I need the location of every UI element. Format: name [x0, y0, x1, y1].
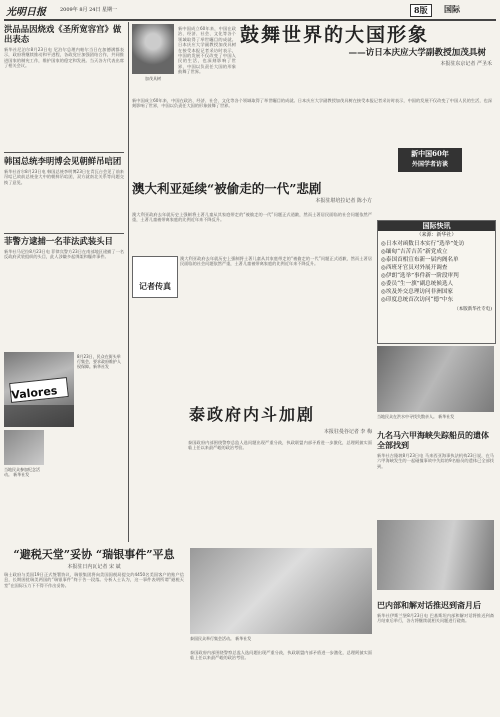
news-photo — [4, 430, 44, 465]
reporter-badge-label: 记者传真 — [139, 281, 171, 291]
section-name: 国际 — [444, 4, 460, 14]
article-title: 菲警方逮捕一名菲法武装头目 — [4, 236, 113, 246]
reporter-badge — [132, 256, 178, 298]
feature-title: 鼓舞世界的大国形象 — [240, 24, 430, 46]
article-title: “避税天堂”妥协 “瑞银事件”平息 — [13, 548, 175, 561]
article-body: 泰国政府内部围绕警察总监人选问题出现严重分歧，执政联盟内部矛盾进一步激化，总理阿披实面临上任以来最严峻的政治考验。 — [188, 440, 372, 451]
feature-body: 新中国成立60年来，中国在政治、经济、社会、文化等各个领域取得了举世瞩目的成就。日本庆应大学副教授加茂具树在接受本报记者采访时表示，中国的发展不仅改变了中国人民的生活，也深刻影响了世界，中国以负责任大国的形象鼓舞了世界。 — [132, 98, 492, 109]
divider — [4, 233, 124, 234]
protest-sign — [9, 377, 69, 403]
intl-news-item: ◎泰国首相宣布新一届内阁名单 — [381, 257, 459, 263]
article-title: 洪品品因烧戏《圣所宽容宫》做出表态 — [4, 24, 122, 44]
intl-news-item: ◎西班牙官员对外展开调查 — [381, 265, 448, 271]
article-byline: 本报驻堪培拉记者 陈小方 — [315, 198, 372, 204]
article-body: 新华社吉隆坡8月23日电 马来西亚海事执法机构23日说，在马六甲海峡发生的一起碰撞事故中失踪的9名船员的遗体已全部找到。 — [377, 453, 494, 469]
article-title: 泰政府内斗加剧 — [188, 405, 315, 424]
article-body: 新华社尼泊尔8月23日电 尼泊尔总理内帕尔当日在加德满都表示，政府将继续推动和平进程，各政党应加强团结合作，共同推进国家的制宪工作，维护国家的稳定和发展。当天各方代表出席了相关会议。 — [4, 47, 124, 69]
issue-date: 2009年 8月 24日 星期一 — [60, 7, 118, 13]
intl-news-item: ◎印度总统首次访问“德”中东 — [381, 297, 454, 303]
intl-news-item: ◎缅甸“吉苦吉苦”新党成立 — [381, 249, 448, 255]
article-body: 新华社伊斯兰堡8月23日电 巴基斯坦内部和解对话将推迟到斋月结束后举行，各方将继续就相关问题进行磋商。 — [377, 613, 494, 624]
article-philippines — [4, 236, 124, 359]
rally-photo — [190, 548, 372, 634]
intl-news-item: ◎伊朗“选举”事件新一阶段审判 — [381, 273, 459, 279]
photo-caption: 当地民众在洪水中寻找失散亲人。 新华社发 — [377, 414, 455, 419]
crowd-photo — [377, 520, 494, 590]
article-feature — [240, 24, 492, 69]
article-body-continued: 泰国政府内部围绕警察总监人选问题出现严重分歧，执政联盟内部矛盾进一步激化，总理阿披实面临上任以来最严峻的政治考验。 — [190, 650, 372, 661]
article-title: 九名马六甲海峡失踪船员的遗体全部找到 — [377, 430, 489, 450]
intl-news-title: 国际快讯 — [378, 221, 495, 231]
column-tag-line1: 新中国60年 — [411, 149, 449, 158]
divider — [4, 152, 124, 153]
masthead: 光明日报 — [6, 7, 46, 18]
page-number: 8版 — [410, 4, 432, 17]
photo-caption: 8月23日，民众在街头举行集会，要求政府维护人权保障。新华社发 — [77, 354, 121, 369]
intl-news-item: ◎埃及外交总理访问非洲国家 — [381, 289, 454, 295]
article-body: 新华社首尔8月23日电 韩国总统李明博23日在青瓦台会见了前来吊唁已故前总统金大中的朝鲜吊唁团，双方就南北关系等问题交换了意见。 — [4, 169, 124, 185]
feature-intro: 新中国成立60年来，中国在政治、经济、社会、文化等各个领域取得了举世瞩目的成就。日本庆应大学副教授加茂具树在接受本报记者采访时表示，中国的发展不仅改变了中国人民的生活，也深刻影响了世界，中国以负责任大国的形象鼓舞了世界。 — [178, 26, 236, 75]
article-body-continued: 澳大利亚政府去年就历史上强制将土著儿童从其家庭带走的“被偷走的一代”问题正式道歉，然而土著居民面临的社会问题依然严重，土著儿童被带离家庭的比例近年来不降反升。 — [180, 256, 372, 267]
intl-news-list — [378, 238, 495, 306]
photo-caption: 泰国民众举行集会活动。 新华社发 — [190, 636, 252, 641]
intl-news-item: ◎日本对函数日本实行“选举”处访 — [381, 241, 465, 247]
author-caption: 加茂具树 — [145, 76, 161, 81]
feature-subtitle: ——访日本庆应大学副教授加茂具树 — [348, 48, 486, 58]
photo-caption: 当地民众参加纪念活动。 新华社发 — [4, 467, 40, 477]
column-tag-line2: 外国学者访谈 — [411, 161, 448, 168]
intl-news-subtitle: （来源：新华社） — [416, 232, 457, 238]
intl-news-item: ◎委员“生一旗”副总统候选人 — [381, 281, 454, 287]
article-body: 瑞士政府与美国19日正式签署协议，瑞银集团将向美国国税局提交约4450名美国客户的账户信息，长期困扰瑞美两国的“瑞银事件”终于告一段落。分析人士认为，这一事件表明所谓“避税天堂”在国际压力下不得不作出妥协。 — [4, 572, 184, 588]
article-pak-afg — [377, 600, 494, 707]
article-body: 新华社马尼拉8月23日电 菲律宾警方23日在南部地区逮捕了一名反政府武装组织的头目，此人涉嫌多起绑架和爆炸事件。 — [4, 249, 124, 260]
article-korea — [4, 156, 124, 231]
intl-news-box — [377, 220, 496, 344]
column-divider — [128, 22, 129, 542]
article-nepal — [4, 24, 124, 165]
article-title: 巴内部和解对话推迟到斋月后 — [377, 600, 481, 610]
article-nine-ships — [377, 430, 494, 533]
column-tag — [398, 148, 462, 172]
intl-news-footer: （本版新华社专电) — [454, 307, 492, 312]
article-byline: 本报驻曼谷记者 李 梅 — [323, 429, 372, 435]
article-australia — [132, 182, 372, 206]
protest-photo — [4, 352, 74, 427]
flood-photo — [377, 346, 494, 412]
page-header — [4, 3, 496, 21]
protest-sign-text: Valores — [10, 384, 58, 402]
article-byline: 本报驻日内瓦记者 宋 斌 — [67, 564, 121, 570]
article-title: 韩国总统李明博会见朝鲜吊唁团 — [4, 156, 122, 166]
author-photo — [132, 24, 174, 74]
feature-byline: 本报驻东京记者 严圣禾 — [440, 61, 492, 67]
article-body: 澳大利亚政府去年就历史上强制将土著儿童从其家庭带走的“被偷走的一代”问题正式道歉，然而土著居民面临的社会问题依然严重，土著儿童被带离家庭的比例近年来不降反升。 — [132, 212, 372, 223]
article-title: 澳大利亚延续“被偷走的一代”悲剧 — [132, 181, 322, 196]
article-swiss — [4, 548, 184, 717]
article-thailand — [132, 404, 372, 437]
